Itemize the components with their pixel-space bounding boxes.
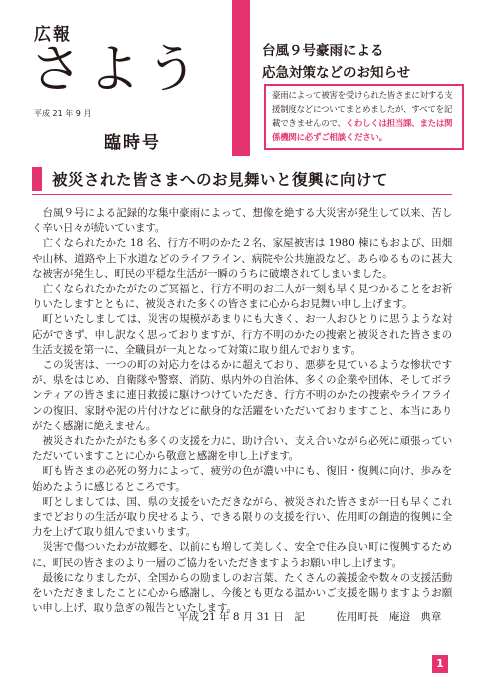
paragraph: この災害は、一つの町の対応力をはるかに超えており、悪夢を見ているような惨状ですが、県をはじめ、自衛隊や警察、消防、県内外の自治体、多くの企業や団体、そしてボランティアの皆さまに連日救援に駆けつけていただき、行方不明のかたの捜索やライフラインの復旧、家財や泥の片付けなどに献身的な活躍をいただいておりますこと、本当にありがたく感謝に絶えません。 — [32, 359, 452, 432]
section-heading — [32, 165, 452, 195]
extra-issue-label: 臨時号 — [104, 133, 161, 153]
notice-box — [264, 84, 464, 150]
paragraph: 町としましては、国、県の支援をいただきながら、被災された皆さまが一日も早くこれまでどおりの生活が取り戻せるよう、できる限りの支援を行い、佐用町の創造的復興に全力を上げて取り組んでまいります。 — [32, 495, 452, 539]
paragraph: 町といたしましては、災害の規模があまりにも大きく、お一人おひとりに思うような対応ができず、申し訳なく思っておりますが、行方不明のかたの捜索と被災された皆さまの生活支援を第一に、全職員が一丸となって対策に取り組んでおります。 — [32, 313, 452, 356]
masthead-title: さよう — [30, 40, 205, 100]
koho-label: 広報 — [34, 25, 72, 45]
notice-text: 豪雨によって被害を受けられた皆さまに対する支援制度などについてまとめましたが、すべてを記載できませんので、 — [272, 91, 453, 129]
paragraph: 亡くなられたかた 18 名、行方不明のかた２名、家屋被害は 1980 棟にもおよび、田畑や山林、道路や上下水道などのライフライン、病院や公共施設など、あらゆるものに甚大な被害が発生し、町民の平穏な生活が一瞬のうちに破壊されてしまいました。 — [32, 237, 452, 280]
page-number: 1 — [432, 655, 448, 673]
paragraph: 最後になりましたが、全国からの励ましのお言葉、たくさんの義援金や数々の支援活動をいただきましたことに心から感謝し、今後とも更なる温かいご支援を賜りますようお願い申し上げ、取り急ぎの報告といたします。 — [32, 571, 452, 615]
paragraph: 災害で傷ついたわが故郷を、以前にも増して美しく、安全で住み良い町に復興するために、町民の皆さまのより一層のご協力をいただきますようお願い申し上げます。 — [32, 541, 452, 569]
section-title: 被災された皆さまへのお見舞いと復興に向けて — [52, 171, 389, 189]
notice-highlight: くわしくは担当課、または関係機関に必ずご相談ください。 — [272, 119, 453, 143]
article-body — [32, 206, 452, 616]
issue-headline — [262, 40, 472, 84]
section-marker — [32, 167, 42, 191]
accent-bar — [232, 0, 250, 156]
masthead-header — [0, 0, 480, 158]
paragraph: 町も皆さまの必死の努力によって、疲労の色が濃い中にも、復旧・復興に向け、歩みを始めたように感じるところです。 — [32, 465, 452, 493]
issue-date: 平成 21 年 9 月 — [34, 109, 92, 118]
signature-line: 平成 21 年 8 月 31 日 記 佐用町長 庵逧 典章 — [178, 611, 442, 623]
paragraph: 亡くなられたかたがたのご冥福と、行方不明のお二人が一刻も早く見つかることをお祈りいたしますとともに、被災された多くの皆さまに心からお見舞い申し上げます。 — [32, 283, 452, 311]
headline-line-2: 応急対策などのお知らせ — [262, 65, 411, 81]
paragraph: 台風９号による記録的な集中豪雨によって、想像を絶する大災害が発生して以来、苦しく辛い日々が続いています。 — [32, 207, 452, 235]
paragraph: 被災されたかたがたも多くの支援を力に、助け合い、支え合いながら必死に頑張っていただいていますことに心から敬意と感謝を申し上げます。 — [32, 435, 452, 463]
headline-line-1: 台風９号豪雨による — [262, 43, 384, 59]
